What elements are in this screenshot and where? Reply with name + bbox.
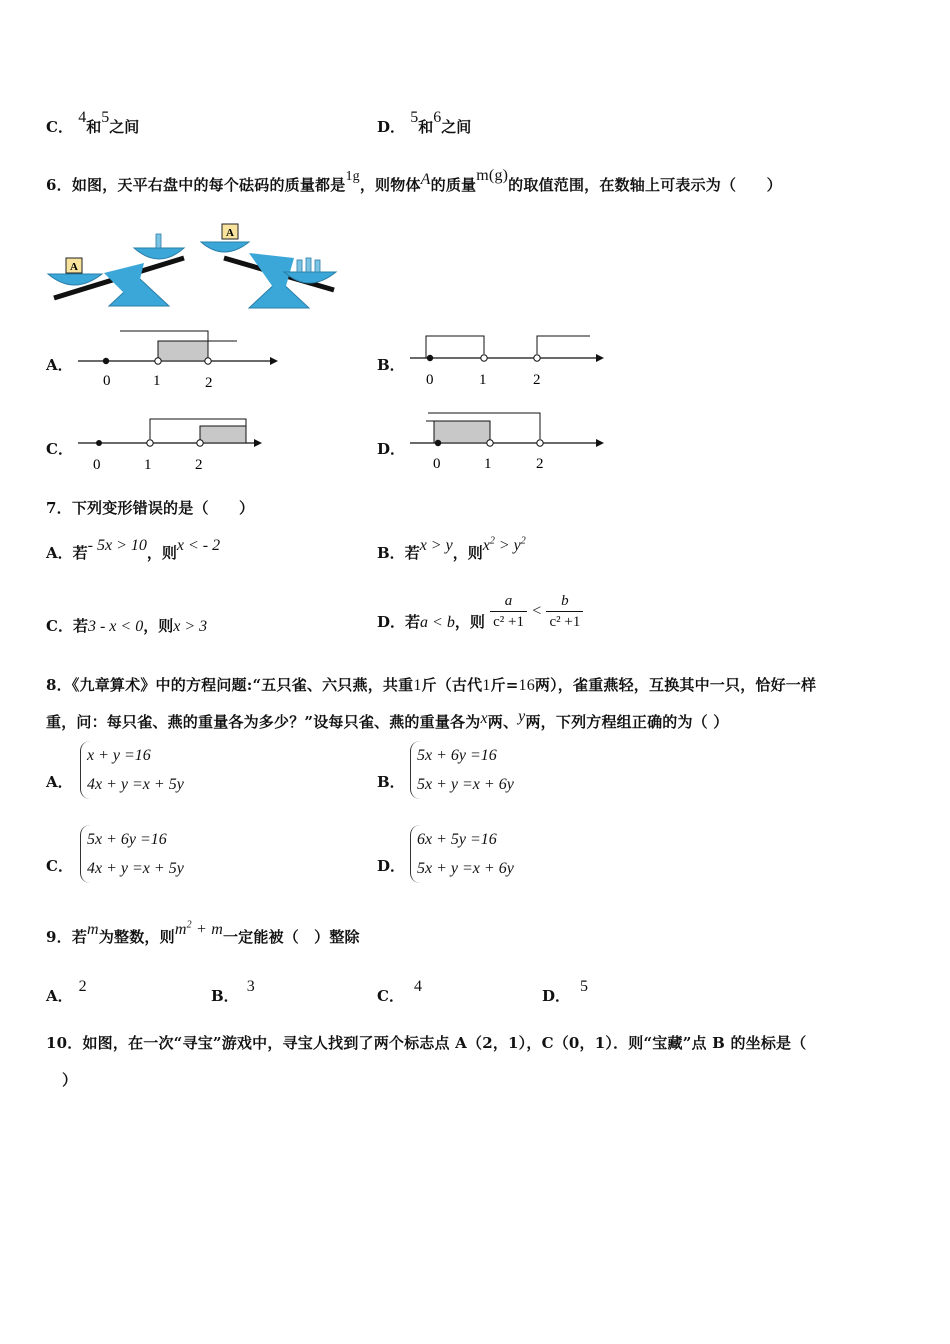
tick-label-0: 0 (426, 372, 434, 388)
object-a-box-left: A (70, 261, 78, 273)
q6-option-a-label: A． (46, 356, 73, 374)
q6-number-line-d (404, 408, 614, 474)
question-6-stem: 6．如图，天平右盘中的每个砝码的质量都是1g，则物体A的质量m(g)的取值范围，在数轴上可表示为（ ） (46, 167, 782, 194)
q7-option-b: B．若x > y，则$x^2 > y^2$ (377, 535, 526, 562)
q9-option-c: C．4 (377, 978, 422, 1005)
q6-number-line-b (404, 326, 614, 392)
option-d: D． 5和6之间 (377, 109, 472, 136)
q8-option-b-system: 5x + 6y =16 5x + y =x + 6y (410, 741, 514, 799)
q9-option-a: A．2 (46, 978, 87, 1005)
q7-option-c: C．若3 - x < 0，则x > 3 (46, 617, 208, 635)
q8-option-d-system: 6x + 5y =16 5x + y =x + 6y (410, 825, 514, 883)
fraction-a: $\frac{a}{\text{c² +1}}$ (490, 591, 527, 632)
left-balance (48, 234, 184, 306)
q8-option-c-label: C． (46, 857, 73, 875)
tick-label-2: 2 (205, 375, 213, 391)
fraction-b: $\frac{b}{\text{c² +1}}$ (546, 591, 583, 632)
q7-option-a: A．若- 5x > 10，则x < - 2 (46, 537, 221, 562)
tick-label-1: 1 (484, 456, 492, 472)
tick-label-0: 0 (103, 373, 111, 389)
balance-scales-figure (44, 218, 344, 314)
q6-number-line-a (72, 326, 282, 392)
q6-number-line-c (72, 410, 272, 476)
q8-option-a-system: x + y =16 4x + y =x + 5y (80, 741, 184, 799)
q8-option-d-label: D． (377, 857, 406, 875)
q9-option-b: B．3 (211, 978, 255, 1005)
q8-option-c-system: 5x + 6y =16 4x + y =x + 5y (80, 825, 184, 883)
question-7-stem: 7．下列变形错误的是（ ） (46, 499, 255, 517)
right-balance (201, 224, 336, 308)
tick-label-2: 2 (533, 372, 541, 388)
tick-label-2: 2 (195, 457, 203, 473)
q6-option-d-label: D． (377, 440, 406, 458)
q6-option-b-label: B． (377, 356, 405, 374)
tick-label-1: 1 (153, 373, 161, 389)
option-c: C． 4和5之间 (46, 109, 140, 136)
tick-label-2: 2 (536, 456, 544, 472)
question-10-stem-line2: ） (62, 1071, 78, 1089)
tick-label-0: 0 (433, 456, 441, 472)
question-8-stem-line1: 8．《九章算术》中的方程问题:“五只雀、六只燕，共重1斤（古代1斤=16两），雀重燕轻，互换其中一只，恰好一样 (46, 676, 817, 694)
question-8-stem-line2: 重，问：每只雀、燕的重量各为多少？”设每只雀、燕的重量各为x两、y两，下列方程组正确的为（ ） (46, 708, 729, 731)
q8-option-b-label: B． (377, 773, 405, 791)
object-a-box-right: A (226, 227, 234, 239)
question-9-stem: 9．若m为整数，则$m^2 + m$一定能被（ ）整除 (46, 919, 360, 946)
q6-option-c-label: C． (46, 440, 73, 458)
q9-option-d: D．5 (542, 978, 589, 1005)
tick-label-0: 0 (93, 457, 101, 473)
tick-label-1: 1 (144, 457, 152, 473)
question-10-stem-line1: 10．如图，在一次“寻宝”游戏中，寻宝人找到了两个标志点 A（2，1），C（0，1）．则“宝藏”点 B 的坐标是（ (46, 1034, 807, 1052)
q7-option-d: D．若a < b，则 $\frac{a}{\text{c² +1}}$ < $\frac{b}{\text{c² +1}}$ (377, 590, 583, 633)
tick-label-1: 1 (479, 372, 487, 388)
q8-option-a-label: A． (46, 773, 73, 791)
